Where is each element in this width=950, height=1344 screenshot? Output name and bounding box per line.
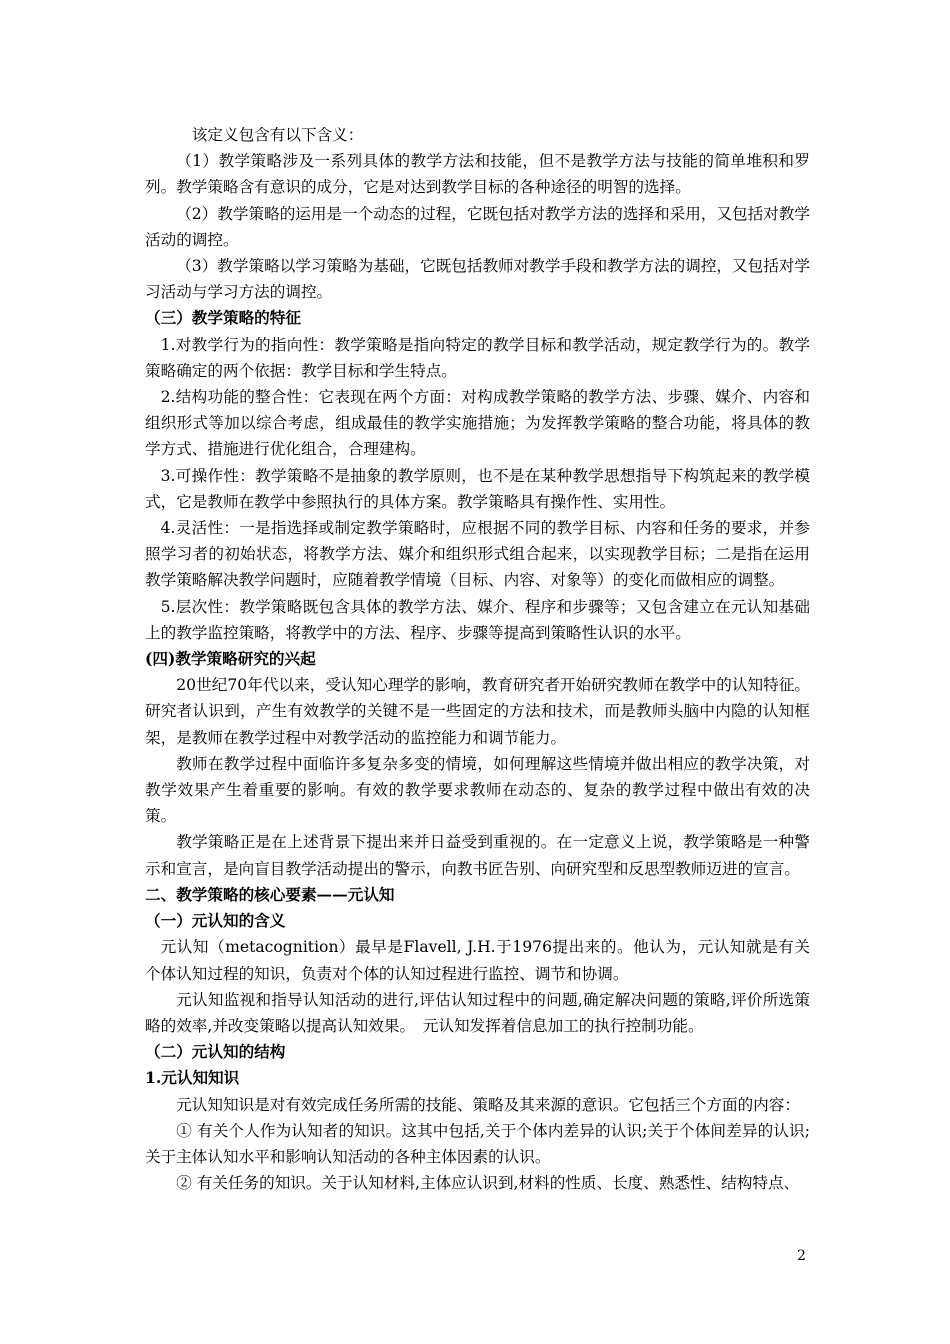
- paragraph-13: 教学策略正是在上述背景下提出来并日益受到重视的。在一定意义上说，教学策略是一种警示和宣言，是向盲目教学活动提出的警示，向教书匠告别、向研究型和反思型教师迈进的宣言。: [145, 833, 810, 878]
- page-number: 2: [797, 1248, 806, 1264]
- paragraph-6: 2.结构功能的整合性：它表现在两个方面：对构成教学策略的教学方法、步骤、媒介、内容和组织形式等加以综合考虑，组成最佳的教学实施措施；为发挥教学策略的整合功能，将具体的教学方式、措施进行优化组合，合理建构。: [145, 388, 810, 459]
- paragraph-5: 1.对教学行为的指向性：教学策略是指向特定的教学目标和教学活动，规定教学行为的。教学策略确定的两个依据：教学目标和学生特点。: [145, 335, 810, 380]
- paragraph-3: （3）教学策略以学习策略为基础，它既包括教师对教学手段和教学方法的调控，又包括对学习活动与学习方法的调控。: [145, 257, 810, 302]
- section-heading: （三）教学策略的特征: [145, 308, 301, 328]
- paragraph-8: 4.灵活性：一是指选择或制定教学策略时，应根据不同的教学目标、内容和任务的要求，并参照学习者的初始状态，将教学方法、媒介和组织形式组合起来，以实现教学目标；二是指在运用教学策略解决教学问题时，应随着教学情境（目标、内容、对象等）的变化而做相应的调整。: [145, 519, 810, 590]
- subsection-heading: 1.元认知知识: [145, 1068, 240, 1088]
- paragraph-17: 元认知监视和指导认知活动的进行,评估认知过程中的问题,确定解决问题的策略,评价所选策略的效率,并改变策略以提高认知效果。 元认知发挥着信息加工的执行控制功能。: [145, 990, 810, 1035]
- paragraph-11: 20世纪70年代以来，受认知心理学的影响，教育研究者开始研究教师在教学中的认知特征。研究者认识到，产生有效教学的关键不是一些固定的方法和技术，而是教师头脑中内隐的认知框架，是教师在教学过程中对教学活动的监控能力和调节能力。: [145, 676, 810, 747]
- section-heading: (四)教学策略研究的兴起: [145, 649, 316, 669]
- paragraph-9: 5.层次性：教学策略既包含具体的教学方法、媒介、程序和步骤等；又包含建立在元认知基础上的教学监控策略，将教学中的方法、程序、步骤等提高到策略性认识的水平。: [145, 597, 810, 642]
- paragraph-0: 该定义包含有以下含义：: [191, 126, 364, 144]
- paragraph-20: 元认知知识是对有效完成任务所需的技能、策略及其来源的意识。它包括三个方面的内容：: [176, 1095, 800, 1114]
- paragraph-22: ② 有关任务的知识。关于认知材料,主体应认识到,材料的性质、长度、熟悉性、结构特点、: [176, 1174, 800, 1193]
- chapter-heading: 二、教学策略的核心要素——元认知: [145, 884, 395, 904]
- paragraph-12: 教师在教学过程中面临许多复杂多变的情境，如何理解这些情境并做出相应的教学决策，对教学效果产生着重要的影响。有效的教学要求教师在动态的、复杂的教学过程中做出有效的决策。: [145, 754, 810, 826]
- paragraph-16: 元认知（metacognition）最早是Flavell, J.H.于1976提出来的。他认为，元认知就是有关个体认知过程的知识，负责对个体的认知过程进行监控、调节和协调。: [145, 938, 810, 983]
- paragraph-2: （2）教学策略的运用是一个动态的过程，它既包括对教学方法的选择和采用，又包括对教学活动的调控。: [145, 204, 810, 249]
- document-body: [145, 122, 810, 1196]
- section-heading: （一）元认知的含义: [145, 911, 286, 931]
- paragraph-1: （1）教学策略涉及一系列具体的教学方法和技能，但不是教学方法与技能的简单堆积和罗列。教学策略含有意识的成分，它是对达到教学目标的各种途径的明智的选择。: [145, 152, 810, 197]
- paragraph-21: ① 有关个人作为认知者的知识。这其中包括,关于个体内差异的认识;关于个体间差异的认识;关于主体认知水平和影响认知活动的各种主体因素的认识。: [145, 1121, 810, 1166]
- section-heading: （二）元认知的结构: [145, 1042, 286, 1062]
- paragraph-7: 3.可操作性：教学策略不是抽象的教学原则，也不是在某种教学思想指导下构筑起来的教学模式，它是教师在教学中参照执行的具体方案。教学策略具有操作性、实用性。: [145, 466, 810, 511]
